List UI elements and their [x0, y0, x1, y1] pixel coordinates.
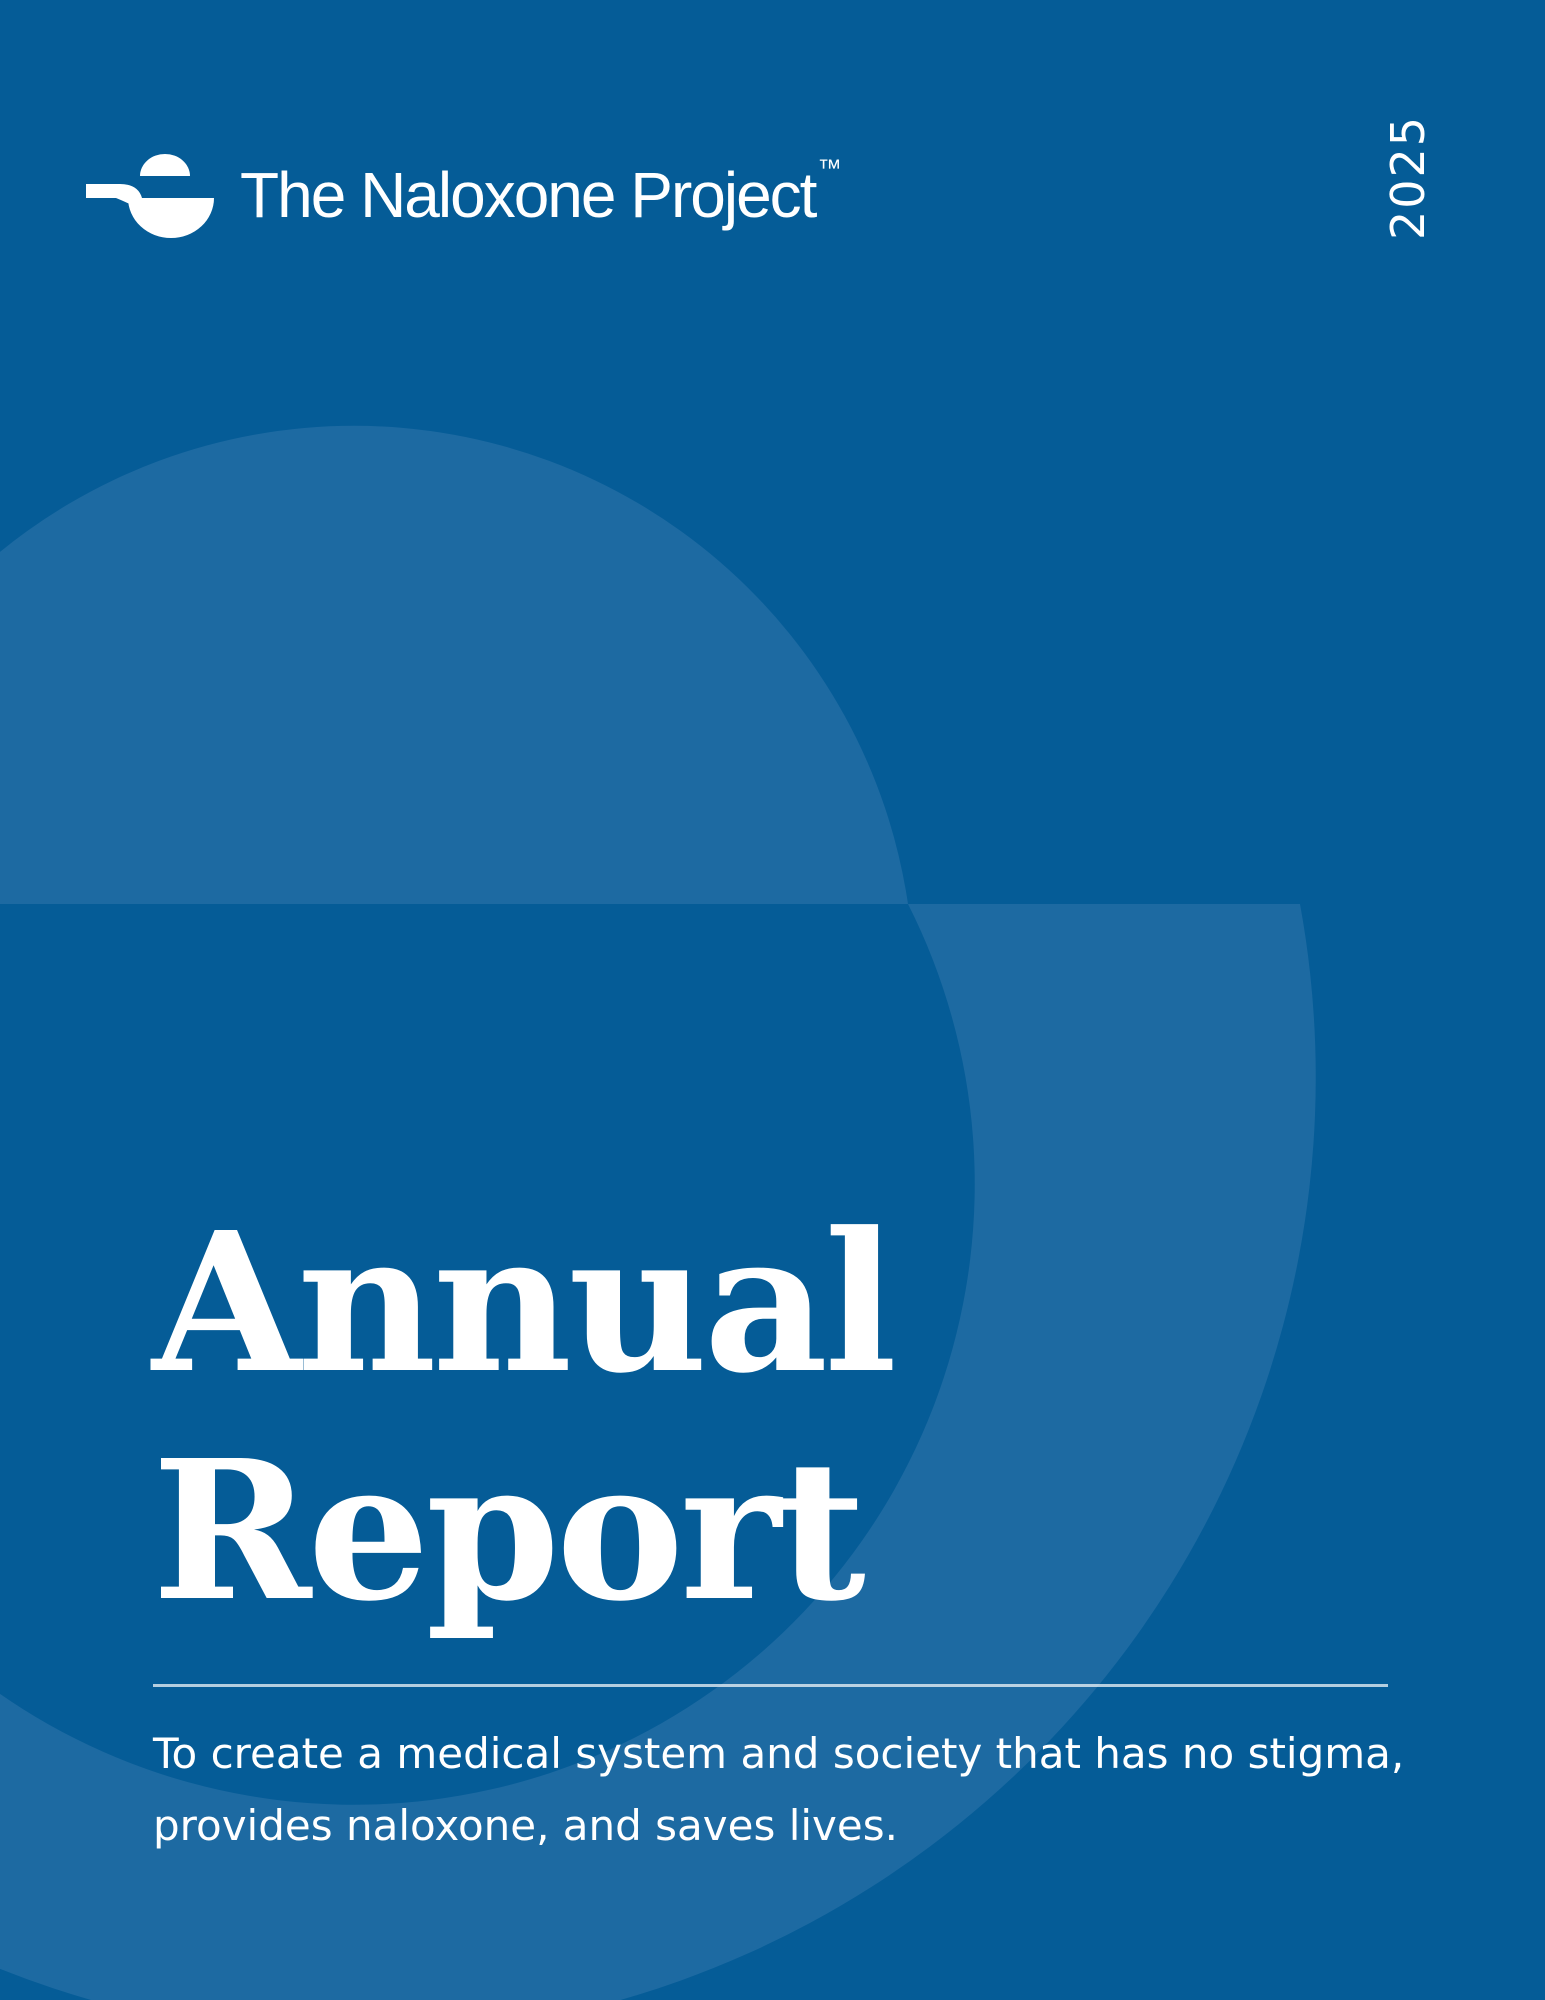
naloxone-project-logo-icon: [86, 150, 218, 240]
organization-name: [240, 155, 842, 231]
organization-name-text: The Naloxone Project: [240, 159, 816, 231]
trademark-symbol: ™: [817, 155, 842, 182]
logo: [86, 150, 841, 240]
divider: [153, 1684, 1388, 1687]
report-title-line-1: Annual: [152, 1191, 894, 1416]
report-year: 2025: [1381, 114, 1435, 240]
report-title: [152, 1190, 893, 1646]
mission-statement: To create a medical system and society that has no stigma, provides naloxone, and saves lives.: [153, 1729, 1405, 1850]
report-title-line-2: Report: [152, 1419, 862, 1644]
